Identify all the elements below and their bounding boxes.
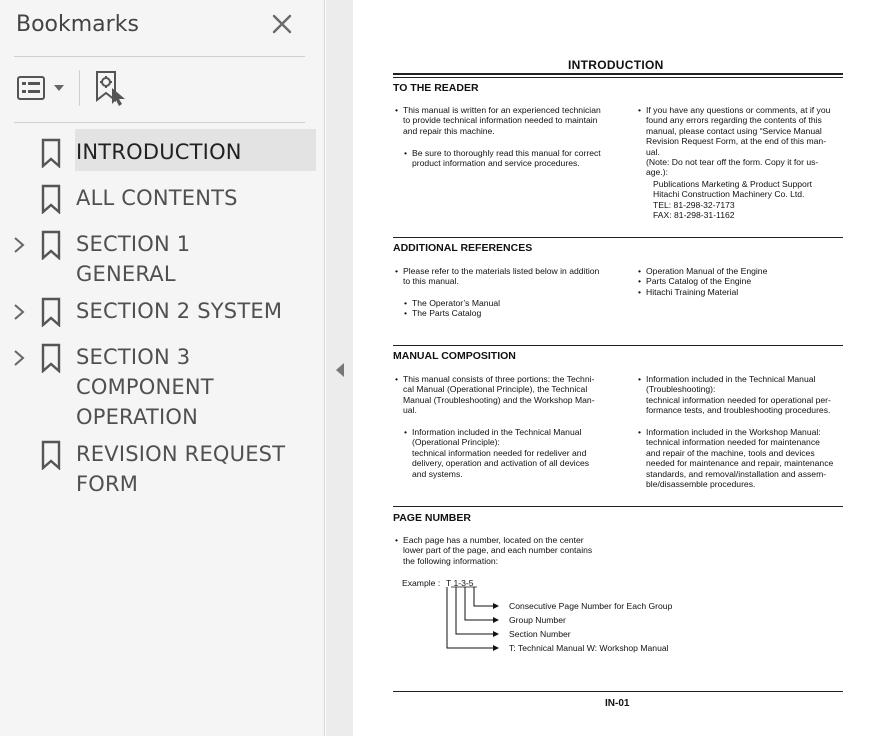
panel-divider — [14, 56, 305, 57]
text-line-content: Revision Request Form, at the end of this man- — [646, 136, 827, 147]
add-bookmark-icon[interactable] — [94, 70, 130, 108]
section-rule — [393, 506, 843, 507]
bookmark-label: REVISION REQUEST — [76, 442, 286, 466]
bookmark-label: SECTION 3 — [76, 345, 191, 369]
text-line — [646, 405, 842, 415]
text-line — [412, 448, 608, 458]
text-line — [646, 437, 842, 447]
collapse-panel-icon[interactable] — [334, 362, 346, 378]
text-line — [646, 374, 842, 384]
refs-list-left — [404, 298, 608, 319]
text-line — [403, 126, 608, 136]
bookmark-label: INTRODUCTION — [76, 140, 242, 164]
text-line-content: delivery, operation and activation of all devices — [412, 458, 590, 469]
text-line — [653, 179, 843, 189]
title-rule — [393, 77, 843, 78]
bookmark-label: OPERATION — [76, 405, 198, 429]
text-line-content: (Operational Principle): — [412, 437, 500, 448]
chevron-right-icon[interactable] — [12, 303, 26, 321]
text-line-content: the following information: — [403, 555, 499, 566]
text-line-content: to provide technical information needed to maintain — [403, 115, 598, 126]
diagram-label: Group Number — [509, 615, 566, 625]
text-line-content: and repair of the machine, tools and devices — [646, 447, 815, 458]
document-title: INTRODUCTION — [568, 58, 664, 72]
bookmark-icon — [40, 297, 62, 327]
pagenum-para: • Each page has a number, located on the center lower part of the page, and each number contains the following information: — [403, 535, 608, 566]
bookmark-label: SECTION 2 SYSTEM — [76, 299, 283, 323]
text-line-content: (Troubleshooting): — [646, 384, 716, 395]
text-line — [403, 545, 608, 555]
section-heading: TO THE READER — [393, 82, 479, 94]
text-line — [403, 115, 608, 125]
text-line — [646, 157, 842, 167]
text-line — [403, 535, 608, 545]
bookmark-label: COMPONENT — [76, 375, 214, 399]
toolbar-divider — [79, 70, 80, 106]
title-rule — [393, 73, 843, 75]
text-line-content: Please refer to the materials listed below in addition — [403, 266, 600, 276]
text-line-content: Hitachi Construction Machinery Co. Ltd. — [653, 189, 805, 200]
text-line-content: to this manual. — [403, 276, 459, 287]
text-line — [412, 437, 608, 447]
text-line — [412, 148, 608, 158]
text-line — [646, 469, 842, 479]
text-line-content: This manual consists of three portions: the Techni- — [403, 374, 595, 384]
text-line-content: Information included in the Workshop Manual: — [646, 427, 821, 437]
text-line — [403, 105, 608, 115]
text-line-content: technical information needed for maintenance — [646, 437, 820, 448]
bookmark-label: SECTION 1 — [76, 232, 191, 256]
text-line-content: needed for maintenance and repair, maintenance — [646, 458, 834, 469]
bookmark-label: FORM — [76, 472, 139, 496]
text-line — [646, 105, 842, 115]
bullet: • — [638, 266, 642, 276]
text-line — [403, 405, 608, 415]
text-line — [403, 276, 608, 286]
text-line — [646, 458, 842, 468]
text-line-content: ble/disassemble procedures. — [646, 479, 756, 490]
bullet: • — [638, 276, 642, 287]
text-line-content: If you have any questions or comments, at if you — [646, 105, 831, 115]
diagram-label: Consecutive Page Number for Each Group — [509, 601, 673, 611]
text-line — [412, 458, 608, 468]
text-line — [403, 556, 608, 566]
text-line-content: standards, and removal/installation and assem- — [646, 468, 827, 479]
text-line-content: The Parts Catalog — [412, 308, 482, 319]
text-line-content: age.): — [646, 167, 668, 178]
text-line — [653, 200, 843, 210]
document-page — [353, 0, 870, 736]
text-line — [646, 136, 842, 146]
bookmark-label: ALL CONTENTS — [76, 186, 238, 210]
text-line-content: Each page has a number, located on the center — [403, 535, 584, 545]
text-line-content: Operation Manual of the Engine — [646, 266, 768, 276]
text-line-content: ual. — [646, 146, 660, 157]
text-line — [404, 298, 608, 308]
text-line-content: Publications Marketing & Product Support — [653, 179, 813, 189]
composition-para-2: • Information included in the Technical Manual (Operational Principle): technical information needed for redeliver and delivery, operation and activation of all devices and systems. — [412, 427, 608, 479]
text-line-content: Hitachi Training Material — [646, 286, 739, 297]
text-line — [653, 210, 843, 220]
bookmark-label: GENERAL — [76, 262, 176, 286]
text-line — [403, 266, 608, 276]
text-line — [638, 286, 842, 297]
text-line — [646, 147, 842, 157]
text-line-content: Be sure to thoroughly read this manual for correct — [412, 148, 601, 158]
text-line-content: formance tests, and troubleshooting procedures. — [646, 405, 831, 416]
bookmark-options-icon[interactable] — [17, 76, 67, 102]
section-heading: MANUAL COMPOSITION — [393, 350, 516, 362]
bullet: • — [404, 298, 408, 308]
text-line-content: ual. — [403, 405, 417, 416]
text-line-content: cal Manual (Operational Principle), the Technical — [403, 384, 588, 395]
text-line-content: This manual is written for an experienced technician — [403, 105, 601, 115]
text-line-content: found any errors regarding the contents of this — [646, 115, 822, 126]
panel-title: Bookmarks — [16, 12, 139, 37]
text-line-content: and systems. — [412, 468, 463, 479]
text-line-content: TEL: 81-298-32-7173 — [653, 199, 735, 210]
composition-para-1: • This manual consists of three portions: the Techni- cal Manual (Operational Principle), the Technical Manual (Troubleshooting) and the Workshop Man- ual. — [403, 374, 608, 416]
text-line-content: FAX: 81-298-31-1162 — [653, 210, 735, 221]
text-line — [646, 427, 842, 437]
reader-contact-para: • If you have any questions or comments, at if you found any errors regarding the contents of this manual, please contact using “Service Manual Revision Request Form, at the end of this man- ual. (Note: Do not tear off the form. Copy it for us- age.): — [646, 105, 842, 178]
text-line — [646, 448, 842, 458]
page-number: IN-01 — [605, 698, 630, 709]
section-rule — [393, 237, 843, 238]
close-icon[interactable] — [270, 12, 294, 36]
text-line — [638, 276, 842, 287]
refs-list-right — [638, 266, 842, 297]
reader-para-2: • Be sure to thoroughly read this manual for correct product information and service procedures. — [412, 148, 608, 169]
bullet: • — [638, 286, 642, 297]
text-line-content: Information included in the Technical Manual — [646, 374, 816, 384]
contact-block — [653, 179, 843, 221]
composition-para-4: • Information included in the Workshop Manual: technical information needed for maintenance and repair of the machine, tools and devices needed for maintenance and repair, maintenance standards, and removal/installation and assem- ble/disassemble procedures. — [646, 427, 842, 489]
text-line — [646, 115, 842, 125]
text-line-content: and repair this machine. — [403, 125, 495, 136]
reader-para-1: • This manual is written for an experienced technician to provide technical information needed to maintain and repair this machine. — [403, 105, 608, 136]
text-line — [403, 384, 608, 394]
footer-rule — [393, 691, 843, 692]
text-line — [403, 374, 608, 384]
text-line — [646, 479, 842, 489]
text-line-content: manual, please contact using “Service Manual — [646, 125, 822, 136]
panel-divider — [14, 122, 305, 123]
text-line — [638, 266, 842, 276]
text-line-content: technical information needed for redeliver and — [412, 447, 587, 458]
text-line — [646, 167, 842, 177]
text-line-content: Information included in the Technical Manual — [412, 427, 582, 437]
text-line-content: The Operator’s Manual — [412, 298, 501, 308]
bookmark-icon — [40, 138, 62, 168]
text-line — [653, 189, 843, 199]
section-heading: ADDITIONAL REFERENCES — [393, 242, 533, 254]
chevron-right-icon[interactable] — [12, 236, 26, 254]
text-line — [412, 158, 608, 168]
text-line-content: Manual (Troubleshooting) and the Workshop Man- — [403, 394, 595, 405]
bookmark-icon — [40, 440, 62, 470]
text-line — [646, 126, 842, 136]
text-line-content: technical information needed for operational per- — [646, 394, 831, 405]
text-line — [646, 384, 842, 394]
text-line — [403, 395, 608, 405]
bookmark-icon — [40, 343, 62, 373]
bookmark-icon — [40, 184, 62, 214]
text-line-content: Parts Catalog of the Engine — [646, 276, 752, 287]
text-line-content: (Note: Do not tear off the form. Copy it for us- — [646, 157, 819, 168]
section-heading: PAGE NUMBER — [393, 512, 471, 524]
diagram-label: Section Number — [509, 629, 571, 639]
text-line-content: product information and service procedures. — [412, 158, 580, 169]
text-line-content: lower part of the page, and each number contains — [403, 545, 593, 556]
composition-para-3: • Information included in the Technical Manual (Troubleshooting): technical information needed for operational per- formance tests, and troubleshooting procedures. — [646, 374, 842, 416]
text-line — [412, 427, 608, 437]
refs-para: • Please refer to the materials listed below in addition to this manual. — [403, 266, 608, 287]
text-line — [646, 395, 842, 405]
text-line — [404, 308, 608, 319]
example-label: Example : — [402, 578, 441, 588]
bullet: • — [404, 308, 408, 319]
diagram-label: T: Technical Manual W: Workshop Manual — [509, 643, 669, 653]
text-line — [412, 469, 608, 479]
bookmarks-panel — [0, 0, 325, 736]
section-rule — [393, 345, 843, 346]
bookmark-icon — [40, 230, 62, 260]
chevron-right-icon[interactable] — [12, 349, 26, 367]
example-value: T 1-3-5 — [446, 578, 474, 588]
